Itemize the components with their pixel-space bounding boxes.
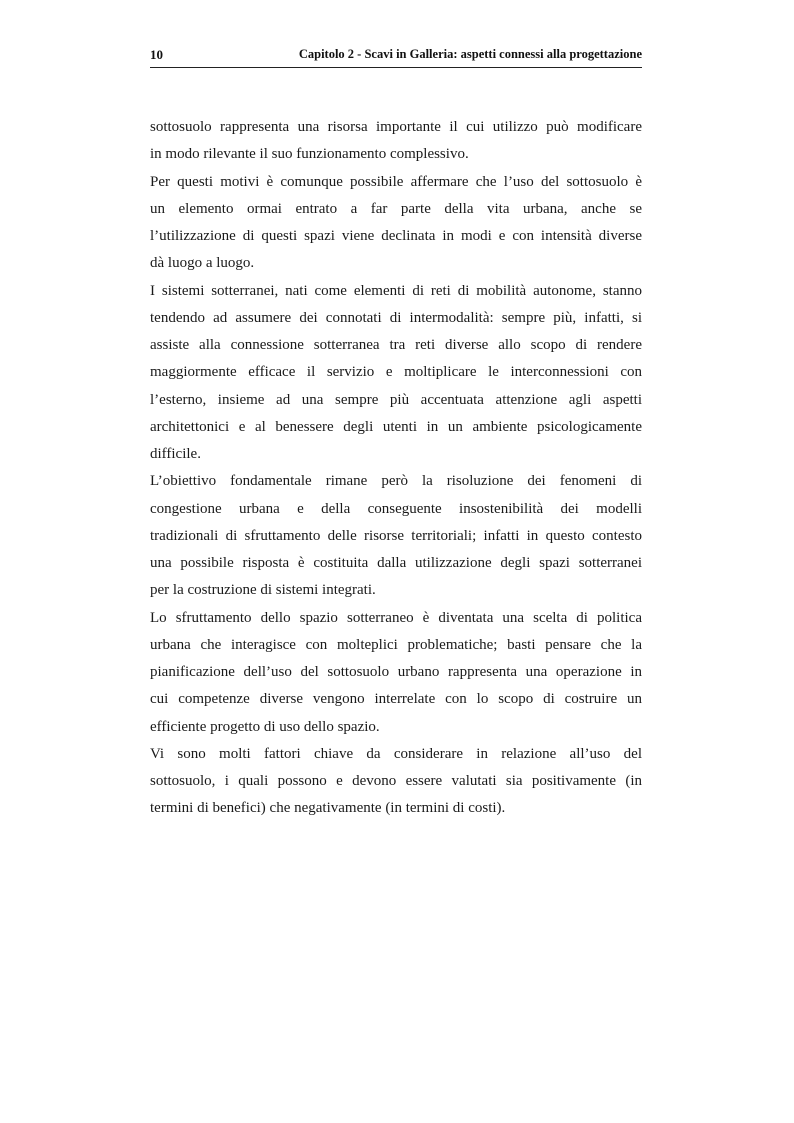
text-line: dà luogo a luogo. — [150, 255, 255, 272]
text-line: architettonici e al benessere degli utenti in un ambiente psicologicamente — [150, 418, 642, 435]
text-line: tradizionali di sfruttamento delle risorse territoriali; infatti in questo contesto — [150, 527, 642, 544]
text-line: un elemento ormai entrato a far parte della vita urbana, anche se — [150, 200, 642, 217]
text-line: difficile. — [150, 446, 201, 462]
text-line: efficiente progetto di uso dello spazio. — [150, 718, 380, 735]
text-line: congestione urbana e della conseguente insostenibilità dei modelli — [150, 500, 642, 517]
text-line: l’utilizzazione di questi spazi viene declinata in modi e con intensità diverse — [150, 228, 642, 244]
text-line: I sistemi sotterranei, nati come elementi di reti di mobilità autonome, stanno — [150, 282, 642, 299]
text-line: urbana che interagisce con molteplici problematiche; basti pensare che la — [150, 636, 642, 653]
text-line: termini di benefici) che negativamente (in termini di costi). — [150, 800, 506, 817]
body-text — [150, 114, 642, 823]
page-number: 10 — [150, 47, 163, 62]
text-line: L’obiettivo fondamentale rimane però la risoluzione dei fenomeni di — [150, 473, 642, 490]
text-line: in modo rilevante il suo funzionamento complessivo. — [150, 146, 469, 163]
text-line: maggiormente efficace il servizio e moltiplicare le interconnessioni con — [150, 364, 642, 381]
running-title: Capitolo 2 - Scavi in Galleria: aspetti connessi alla progettazione — [298, 47, 642, 61]
text-line: pianificazione dell’uso del sottosuolo urbano rappresenta una operazione in — [150, 664, 642, 680]
text-line: l’esterno, insieme ad una sempre più accentuata attenzione agli aspetti — [150, 391, 642, 408]
text-line: tendendo ad assumere dei connotati di intermodalità: sempre più, infatti, si — [150, 309, 642, 326]
text-line: sottosuolo rappresenta una risorsa importante il cui utilizzo può modificare — [150, 119, 642, 135]
text-line: una possibile risposta è costituita dalla utilizzazione degli spazi sotterranei — [150, 555, 642, 571]
text-line: Lo sfruttamento dello spazio sotterraneo è diventata una scelta di politica — [150, 609, 642, 626]
text-line: assiste alla connessione sotterranea tra reti diverse allo scopo di rendere — [150, 337, 642, 353]
text-line: cui competenze diverse vengono interrelate con lo scopo di costruire un — [150, 691, 642, 708]
text-line: Vi sono molti fattori chiave da considerare in relazione all’uso del — [150, 745, 642, 762]
header-rule — [150, 67, 642, 68]
text-line: Per questi motivi è comunque possibile affermare che l’uso del sottosuolo è — [150, 173, 642, 190]
text-line: per la costruzione di sistemi integrati. — [150, 582, 376, 599]
page-header — [150, 47, 642, 67]
text-line: sottosuolo, i quali possono e devono essere valutati sia positivamente (in — [150, 773, 642, 789]
